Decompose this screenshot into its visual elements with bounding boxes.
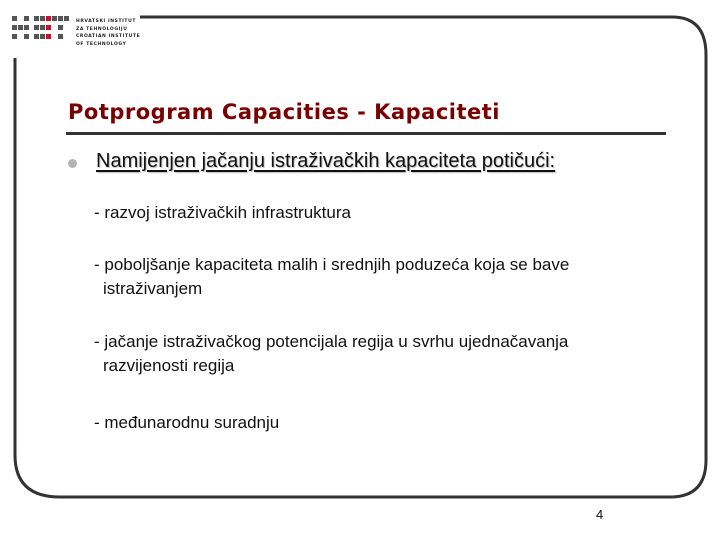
list-item-text: - jačanje istraživačkog potencijala regija u svrhu ujednačavanja — [94, 332, 569, 351]
logo-line: HRVATSKI INSTITUT — [76, 19, 136, 24]
list-item-continuation: razvijenosti regija — [103, 356, 235, 375]
list-item-text: - razvoj istraživačkih infrastruktura — [94, 203, 351, 222]
list-item-text: - poboljšanje kapaciteta malih i srednjih poduzeća koja se bave — [94, 255, 570, 274]
logo-line: OF TECHNOLOGY — [76, 41, 127, 47]
list-item — [94, 201, 351, 225]
title-divider — [66, 132, 666, 135]
list-item-continuation: istraživanjem — [103, 279, 203, 298]
list-item — [94, 411, 279, 435]
list-item — [94, 253, 569, 301]
logo-line: CROATIAN INSTITUTE — [76, 34, 141, 39]
list-item-text: - međunarodnu suradnju — [94, 413, 280, 432]
page-number: 4 — [596, 507, 604, 522]
slide-title: Potprogram Capacities - Kapaciteti — [68, 100, 500, 124]
logo-line: ZA TEHNOLOGIJU — [76, 26, 128, 32]
logo-text — [76, 18, 140, 48]
bullet-heading: Namijenjen jačanju istraživačkih kapaciteta potičući: — [96, 150, 556, 172]
hit-logo-icon — [12, 16, 74, 45]
bullet-icon — [68, 159, 77, 168]
list-item — [94, 330, 568, 378]
